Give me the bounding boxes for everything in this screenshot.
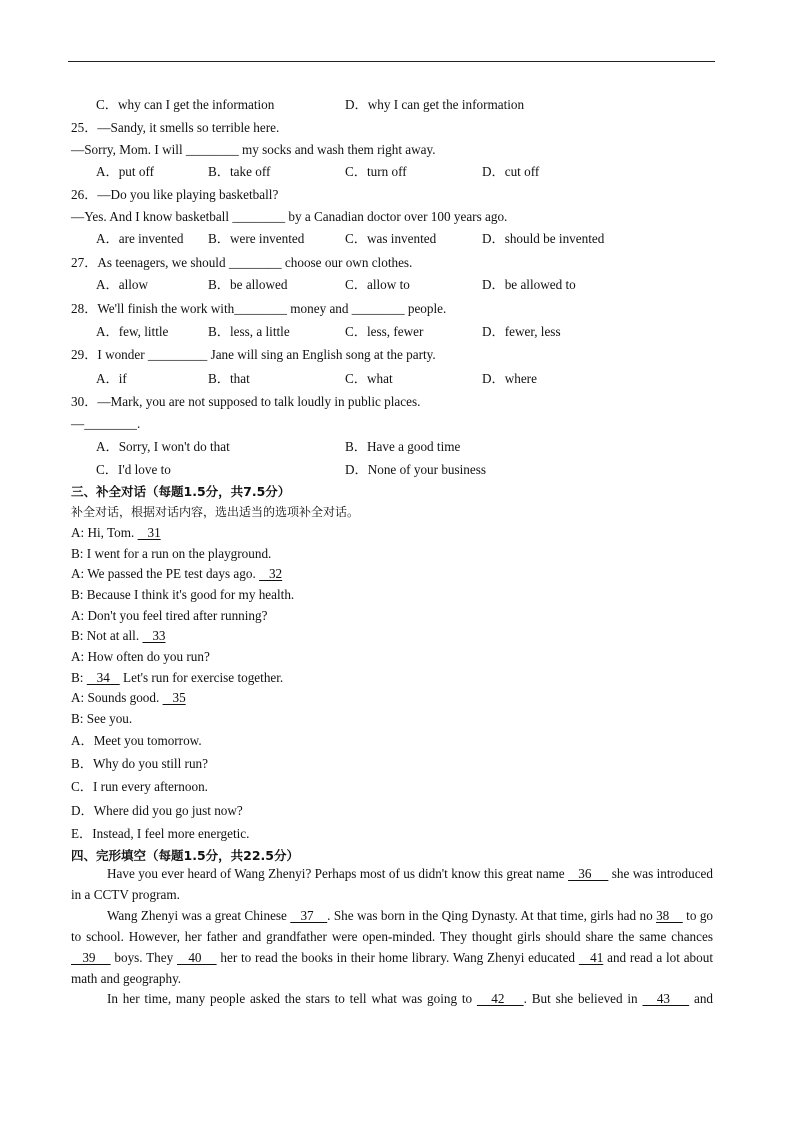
- dialog-option: B．Why do you still run?: [71, 756, 208, 771]
- header-rule: [68, 61, 715, 62]
- q29-option-a: A．if: [96, 371, 127, 386]
- q30-option-c: C．I'd love to: [96, 462, 171, 477]
- q30-option-a: A．Sorry, I won't do that: [96, 439, 230, 454]
- answer-blank: 40: [177, 950, 217, 965]
- answer-blank: 34: [86, 670, 120, 685]
- dialog-option: C．I run every afternoon.: [71, 779, 208, 794]
- dialog-line: A: How often do you run?: [71, 649, 210, 664]
- answer-blank: 37: [290, 908, 328, 923]
- dialog-line: B: I went for a run on the playground.: [71, 546, 272, 561]
- dialog-option: A．Meet you tomorrow.: [71, 733, 202, 748]
- q26-option-a: A．are invented: [96, 231, 184, 246]
- q28-stem: 28．We'll finish the work with________ money and ________ people.: [71, 301, 447, 316]
- q26-option-c: C．was invented: [345, 231, 437, 246]
- section-heading: 三、补全对话（每题1.5分，共7.5分）: [71, 484, 291, 499]
- q24-option-d: D．why I can get the information: [345, 97, 525, 112]
- section-heading: 四、完形填空（每题1.5分，共22.5分）: [71, 848, 299, 863]
- q25-option-a: A．put off: [96, 164, 154, 179]
- answer-blank: 33: [142, 628, 166, 643]
- answer-blank: 31: [137, 525, 161, 540]
- dialog-line: B: See you.: [71, 711, 133, 726]
- q29-option-b: B．that: [208, 371, 250, 386]
- answer-blank: ________: [228, 255, 282, 270]
- q26-option-b: B．were invented: [208, 231, 305, 246]
- q26-option-d: D．should be invented: [482, 231, 605, 246]
- answer-blank: 35: [162, 690, 186, 705]
- answer-blank: 41: [578, 950, 604, 965]
- answer-blank: ________: [234, 301, 287, 316]
- q27-stem: 27．As teenagers, we should ________ choose our own clothes.: [71, 255, 413, 270]
- answer-blank: ________: [351, 301, 405, 316]
- q24-option-c: C．why can I get the information: [96, 97, 275, 112]
- q27-option-d: D．be allowed to: [482, 277, 576, 292]
- q25-stem: 25．—Sandy, it smells so terrible here.: [71, 120, 280, 135]
- answer-blank: _________: [147, 347, 208, 362]
- q29-option-c: C．what: [345, 371, 393, 386]
- section-instruction: 补全对话，根据对话内容，选出适当的选项补全对话。: [71, 505, 360, 519]
- q30-stem: 30．—Mark, you are not supposed to talk loudly in public places.: [71, 394, 421, 409]
- q25-option-c: C．turn off: [345, 164, 407, 179]
- dialog-line: B: 34 Let's run for exercise together.: [71, 670, 284, 685]
- answer-blank: 38: [656, 908, 683, 923]
- answer-blank: 42: [476, 991, 524, 1006]
- dialog-line: A: We passed the PE test days ago. 32: [71, 566, 283, 581]
- q28-option-c: C．less, fewer: [345, 324, 424, 339]
- answer-blank: 43: [642, 991, 690, 1006]
- dialog-line: B: Not at all. 33: [71, 628, 166, 643]
- q28-option-a: A．few, little: [96, 324, 169, 339]
- q30-reply: —________.: [71, 416, 141, 431]
- answer-blank: 36: [568, 866, 609, 881]
- q29-option-d: D．where: [482, 371, 537, 386]
- answer-blank: ________: [232, 209, 286, 224]
- q26-stem: 26．—Do you like playing basketball?: [71, 187, 279, 202]
- q28-option-b: B．less, a little: [208, 324, 290, 339]
- q27-option-c: C．allow to: [345, 277, 410, 292]
- dialog-option: E．Instead, I feel more energetic.: [71, 826, 250, 841]
- q30-option-b: B．Have a good time: [345, 439, 461, 454]
- q25-option-b: B．take off: [208, 164, 271, 179]
- cloze-paragraph: Have you ever heard of Wang Zhenyi? Perhaps most of us didn't know this great name 36 she was introduced in a CCTV program.: [71, 866, 714, 902]
- dialog-line: A: Don't you feel tired after running?: [71, 608, 268, 623]
- q27-option-a: A．allow: [96, 277, 149, 292]
- dialog-line: B: Because I think it's good for my health.: [71, 587, 295, 602]
- cloze-paragraph: Wang Zhenyi was a great Chinese 37 . She was born in the Qing Dynasty. At that time, girls had no 38 to go to school. However, her father and grandfather were open-minded. They thought girls should share the same chances 39 boys. They 40 her to read the books in their home library. Wang Zhenyi educated 41 and read a lot about math and geography.: [71, 908, 714, 986]
- q27-option-b: B．be allowed: [208, 277, 288, 292]
- dialog-line: A: Sounds good. 35: [71, 690, 186, 705]
- q28-option-d: D．fewer, less: [482, 324, 561, 339]
- q26-reply: —Yes. And I know basketball ________ by a Canadian doctor over 100 years ago.: [71, 209, 508, 224]
- cloze-paragraph: In her time, many people asked the stars to tell what was going to 42 . But she believed in 43 and: [107, 991, 714, 1006]
- q25-reply: —Sorry, Mom. I will ________ my socks and wash them right away.: [71, 142, 436, 157]
- answer-blank: 32: [259, 566, 283, 581]
- answer-blank: 39: [71, 950, 111, 965]
- dialog-line: A: Hi, Tom. 31: [71, 525, 161, 540]
- q29-stem: 29．I wonder _________ Jane will sing an English song at the party.: [71, 347, 436, 362]
- q25-option-d: D．cut off: [482, 164, 540, 179]
- answer-blank: ________: [185, 142, 239, 157]
- dialog-option: D．Where did you go just now?: [71, 803, 243, 818]
- q30-option-d: D．None of your business: [345, 462, 487, 477]
